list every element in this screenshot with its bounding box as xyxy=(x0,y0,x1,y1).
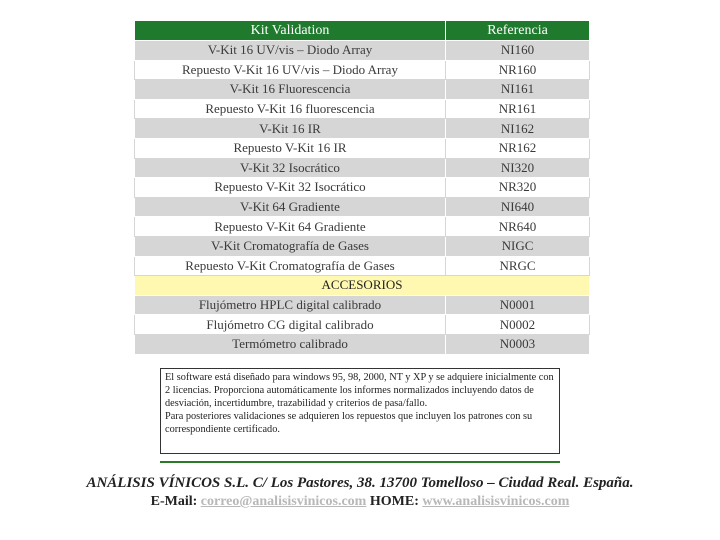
accessory-name: Termómetro calibrado xyxy=(135,334,446,354)
kit-name: V-Kit 32 Isocrático xyxy=(135,158,446,178)
note-paragraph: El software está diseñado para windows 95, 98, 2000, NT y XP y se adquiere inicialmente con 2 licencias. Proporciona automáticamente los informes normalizados incluyendo datos de desviación, incertidumbre, trazabilidad y criterios de pasa/fallo. xyxy=(165,372,554,409)
table-row xyxy=(135,295,590,315)
email-link[interactable]: correo@analisisvinicos.com xyxy=(200,494,367,509)
table-row xyxy=(135,197,590,217)
kit-ref: NI160 xyxy=(446,41,590,61)
kit-name: Repuesto V-Kit 16 UV/vis – Diodo Array xyxy=(135,60,446,80)
kit-ref: NR320 xyxy=(446,178,590,198)
kit-name: Repuesto V-Kit 16 fluorescencia xyxy=(135,99,446,119)
table-row xyxy=(135,60,590,80)
table-row xyxy=(135,158,590,178)
kit-name: V-Kit 16 UV/vis – Diodo Array xyxy=(135,41,446,61)
kit-name: Repuesto V-Kit 64 Gradiente xyxy=(135,217,446,237)
table-header-row xyxy=(135,21,590,41)
kit-name: V-Kit 64 Gradiente xyxy=(135,197,446,217)
kit-name: V-Kit 16 IR xyxy=(135,119,446,139)
table-row xyxy=(135,119,590,139)
kit-validation-table xyxy=(134,20,590,355)
contact-line xyxy=(0,494,720,510)
table-row xyxy=(135,256,590,276)
note-paragraph: Para posteriores validaciones se adquieren los repuestos que incluyen los patrones con su correspondiente certificado. xyxy=(165,411,533,435)
section-header-row xyxy=(135,276,590,296)
section-title-accesorios: ACCESORIOS xyxy=(135,276,590,296)
kit-name: Repuesto V-Kit 32 Isocrático xyxy=(135,178,446,198)
table-row xyxy=(135,178,590,198)
kit-name: Repuesto V-Kit 16 IR xyxy=(135,138,446,158)
software-note-box xyxy=(160,368,560,454)
table-row xyxy=(135,236,590,256)
email-label: E-Mail: xyxy=(150,494,198,509)
accessory-ref: N0001 xyxy=(446,295,590,315)
table-row xyxy=(135,41,590,61)
kit-ref: NR160 xyxy=(446,60,590,80)
kit-ref: NI640 xyxy=(446,197,590,217)
kit-ref: NIGC xyxy=(446,236,590,256)
divider-line xyxy=(160,461,560,463)
home-label: HOME: xyxy=(369,494,419,509)
accessory-ref: N0002 xyxy=(446,315,590,335)
table-row xyxy=(135,315,590,335)
kit-ref: NI161 xyxy=(446,80,590,100)
kit-ref: NI320 xyxy=(446,158,590,178)
kit-ref: NI162 xyxy=(446,119,590,139)
table-row xyxy=(135,138,590,158)
kit-name: V-Kit 16 Fluorescencia xyxy=(135,80,446,100)
accessory-name: Flujómetro CG digital calibrado xyxy=(135,315,446,335)
table-row xyxy=(135,334,590,354)
kit-ref: NR161 xyxy=(446,99,590,119)
company-address: ANÁLISIS VÍNICOS S.L. C/ Los Pastores, 38. 13700 Tomelloso – Ciudad Real. España. xyxy=(86,475,634,491)
column-header-referencia: Referencia xyxy=(446,21,590,41)
table-row xyxy=(135,99,590,119)
kit-ref: NRGC xyxy=(446,256,590,276)
column-header-kit: Kit Validation xyxy=(135,21,446,41)
kit-name: Repuesto V-Kit Cromatografía de Gases xyxy=(135,256,446,276)
table-row xyxy=(135,217,590,237)
table-row xyxy=(135,80,590,100)
accessory-name: Flujómetro HPLC digital calibrado xyxy=(135,295,446,315)
accessory-ref: N0003 xyxy=(446,334,590,354)
kit-name: V-Kit Cromatografía de Gases xyxy=(135,236,446,256)
kit-ref: NR162 xyxy=(446,138,590,158)
homepage-link[interactable]: www.analisisvinicos.com xyxy=(422,494,570,509)
kit-ref: NR640 xyxy=(446,217,590,237)
